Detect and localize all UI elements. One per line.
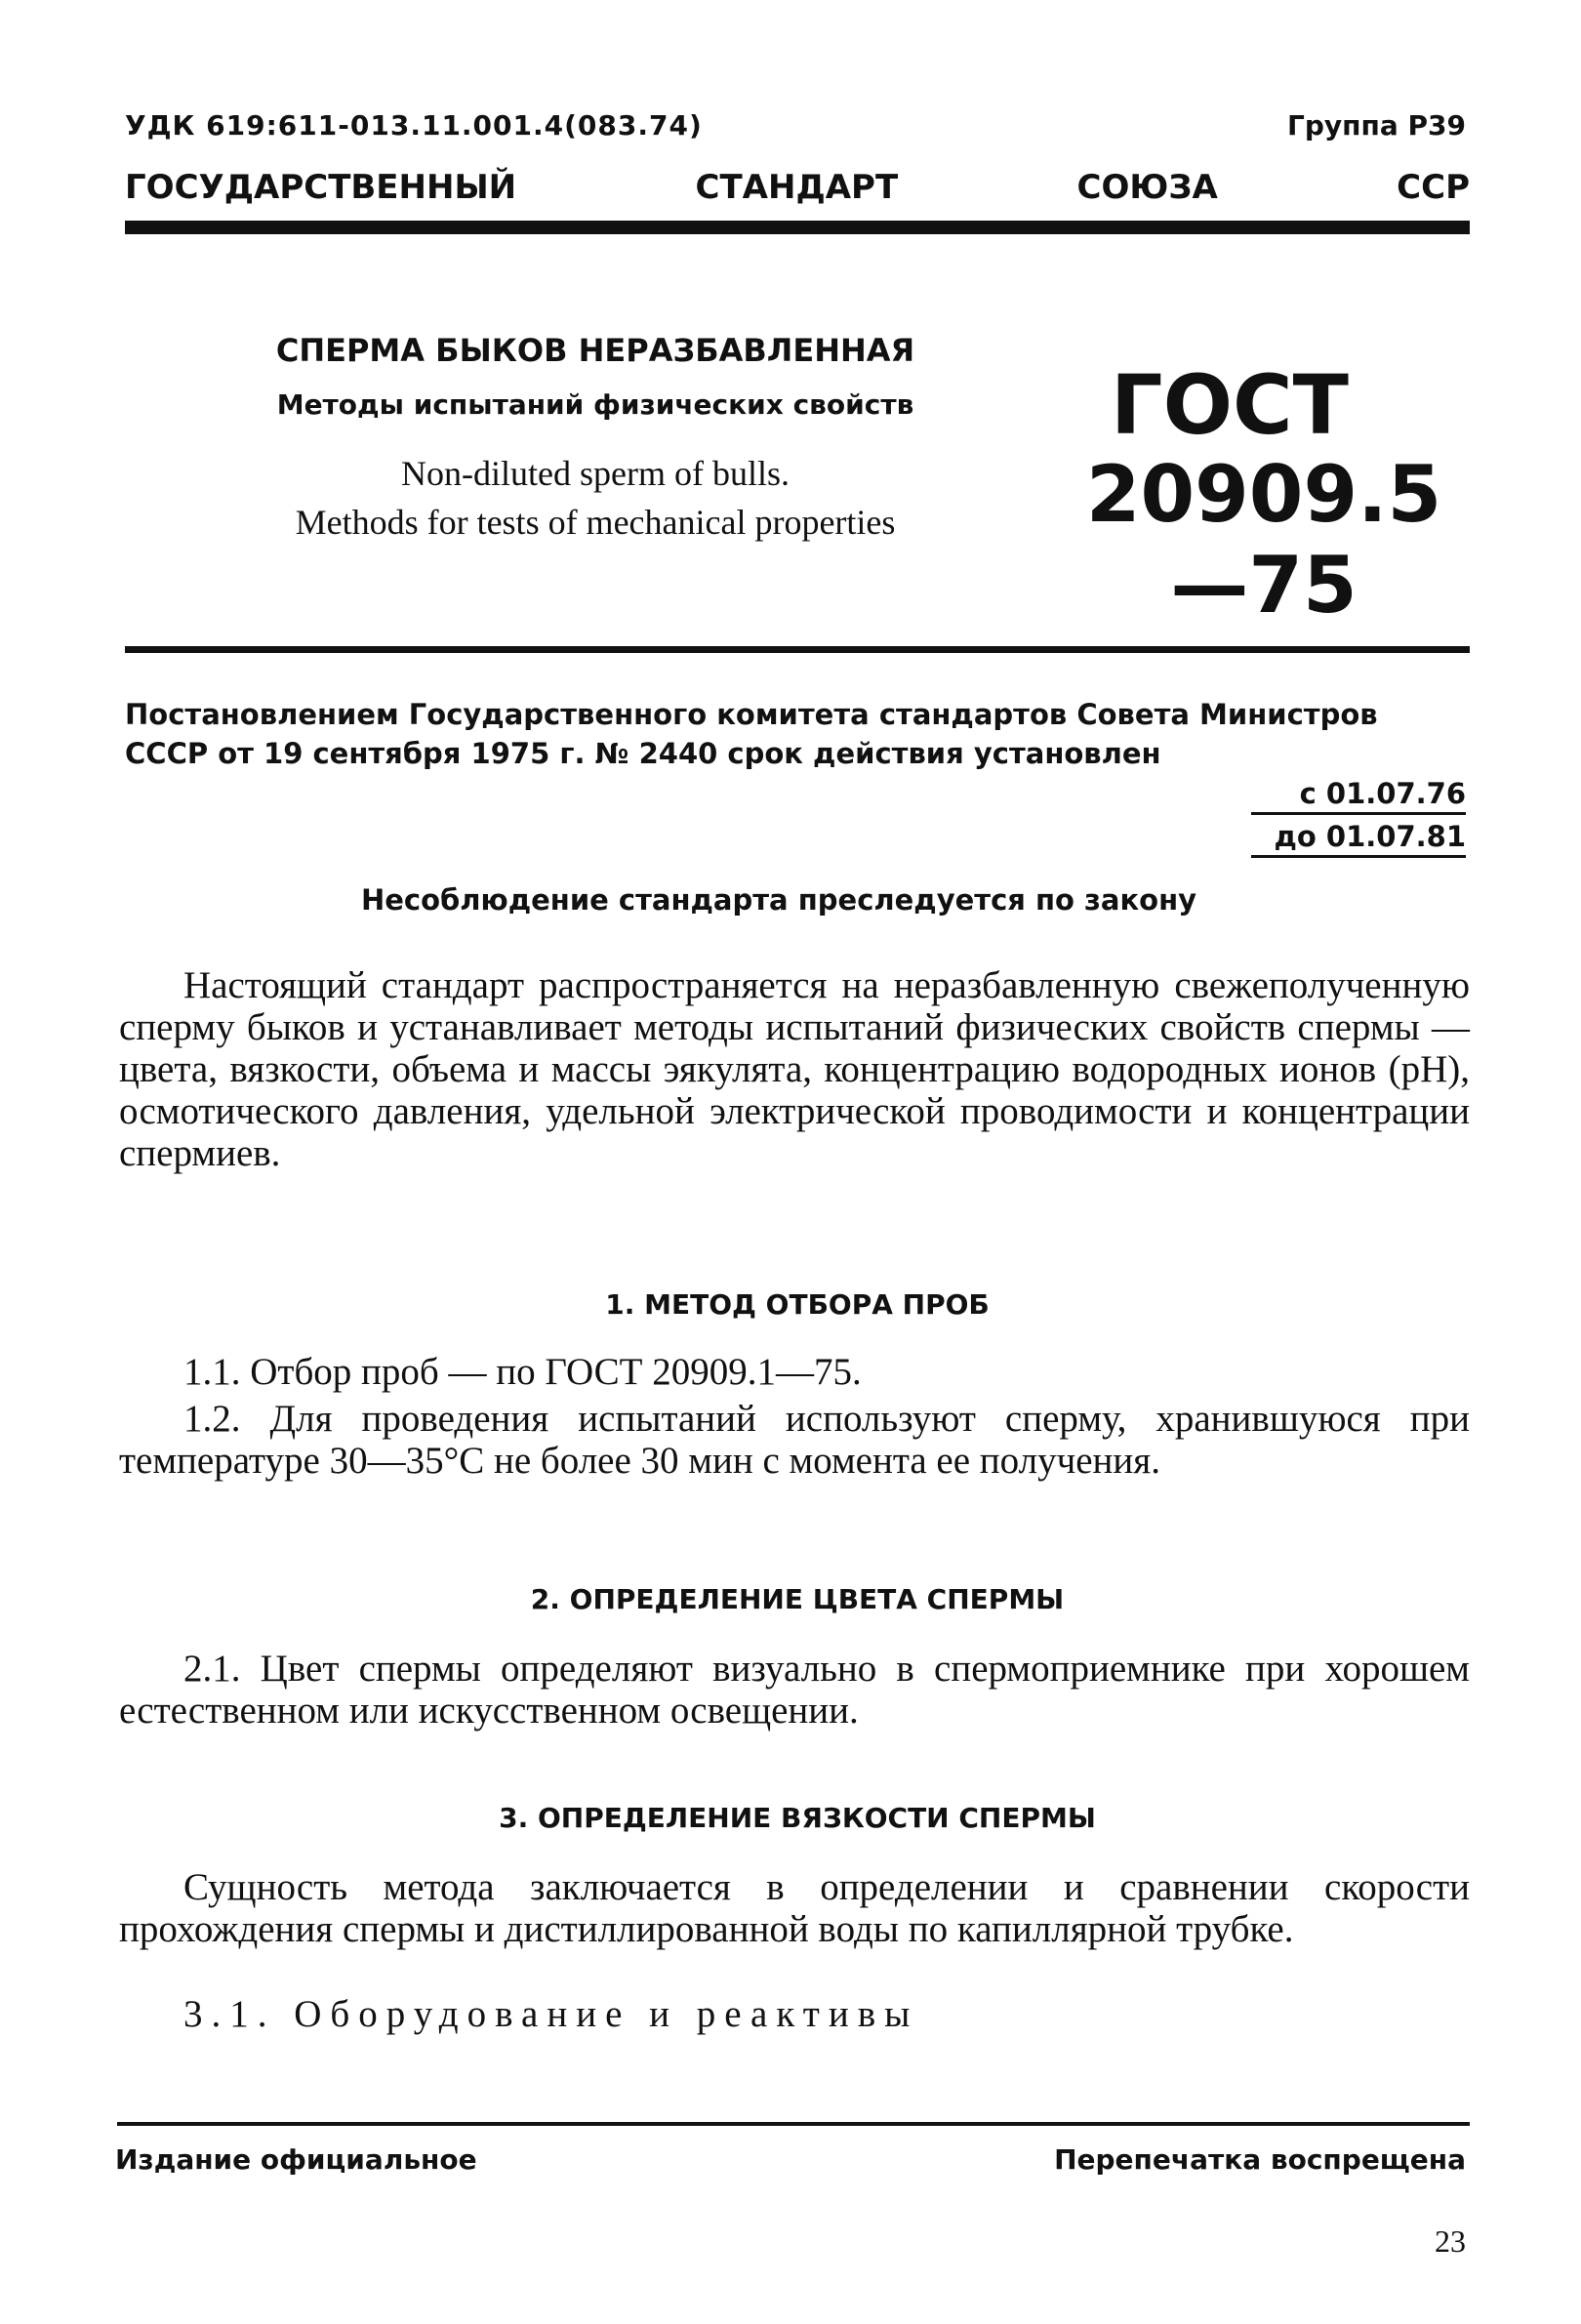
section-2-heading: 2. ОПРЕДЕЛЕНИЕ ЦВЕТА СПЕРМЫ	[530, 1583, 1065, 1615]
paragraph-1-1: 1.1. Отбор проб — по ГОСТ 20909.1—75.	[183, 1351, 862, 1393]
law-notice: Несоблюдение стандарта преследуется по закону	[360, 883, 1197, 917]
intro-paragraph: Настоящий стандарт распространяется на неразбавленную свежеполученную сперму быков и устанавливает методы испытаний физических свойств спермы — цвета, вязкости, объема и массы эякулята, концентрацию водородных ионов (pH), осмотического давления, удельной электрической проводимости и концентрации спермиев.	[119, 964, 1470, 1174]
section-1-heading: 1. МЕТОД ОТБОРА ПРОБ	[605, 1288, 990, 1321]
gost-label: ГОСТ	[1111, 357, 1349, 453]
title-russian: СПЕРМА БЫКОВ НЕРАЗБАВЛЕННАЯ	[275, 332, 915, 369]
banner-word-3: СОЮЗА	[1076, 168, 1218, 207]
paragraph-3-1: 3.1. Оборудование и реактивы	[183, 1993, 919, 2035]
valid-from-date: с 01.07.76	[1251, 777, 1466, 815]
banner-word-1: ГОСУДАРСТВЕННЫЙ	[125, 168, 517, 207]
title-english-line-1: Non-diluted sperm of bulls.	[401, 454, 790, 493]
footer-rule	[117, 2122, 1470, 2126]
group-code: Группа Р39	[1287, 109, 1466, 142]
paragraph-3-intro: Сущность метода заключается в определении и сравнении скорости прохождения спермы и дистиллированной воды по капиллярной трубке.	[119, 1866, 1470, 1950]
edition-label: Издание официальное	[115, 2143, 477, 2176]
paragraph-1-2: 1.2. Для проведения испытаний используют сперму, хранившуюся при температуре 30—35°С не более 30 мин с момента ее получения.	[119, 1398, 1470, 1482]
title-rule	[125, 646, 1470, 653]
banner-word-2: СТАНДАРТ	[695, 168, 899, 207]
subtitle-russian: Методы испытаний физических свойств	[276, 388, 914, 421]
header-rule	[125, 221, 1470, 234]
gost-number: 20909.5—75	[1085, 449, 1442, 631]
paragraph-2-1: 2.1. Цвет спермы определяют визуально в спермоприемнике при хорошем естественном или искусственном освещении.	[119, 1648, 1470, 1732]
decree-text: Постановлением Государственного комитета стандартов Совета Министров СССР от 19 сентября 1975 г. № 2440 срок действия установлен	[125, 698, 1378, 770]
udk-code: УДК 619:611-013.11.001.4(083.74)	[125, 109, 703, 142]
banner-word-4: ССР	[1397, 168, 1470, 207]
section-3-heading: 3. ОПРЕДЕЛЕНИЕ ВЯЗКОСТИ СПЕРМЫ	[499, 1802, 1096, 1834]
state-standard-banner	[125, 168, 1470, 207]
valid-to-date: до 01.07.81	[1251, 820, 1466, 858]
page-number: 23	[1435, 2223, 1466, 2259]
reprint-notice: Перепечатка воспрещена	[1054, 2143, 1466, 2176]
title-english-line-2: Methods for tests of mechanical properties	[295, 503, 896, 542]
